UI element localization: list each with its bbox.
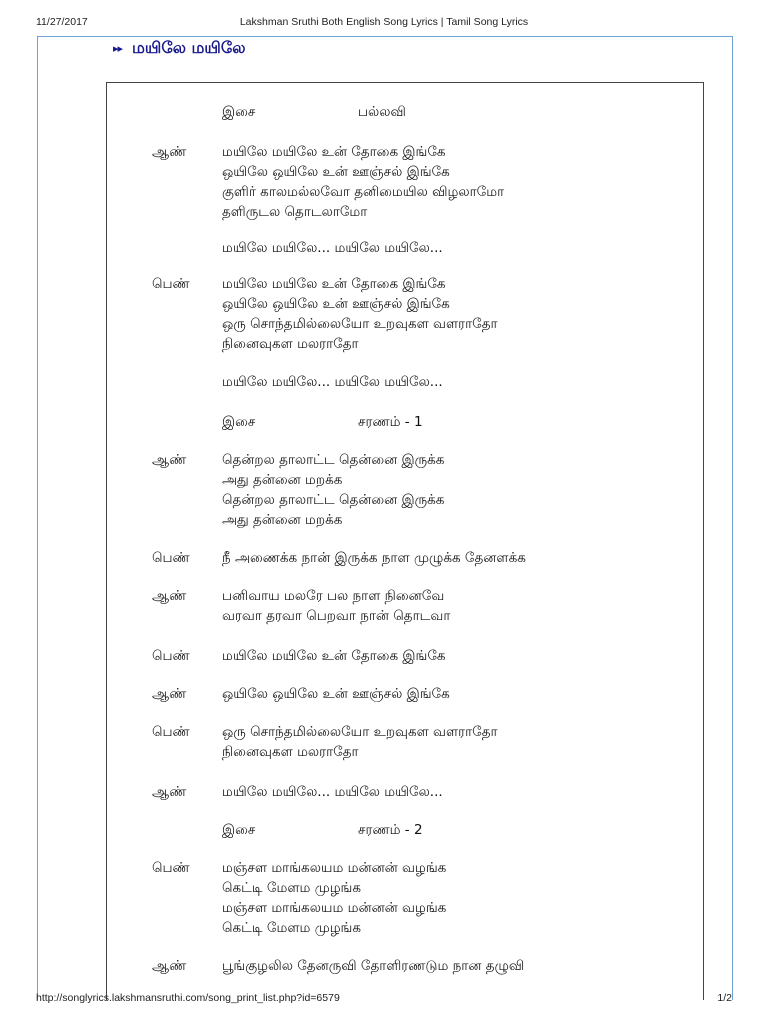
lyric-line: இசை bbox=[222, 414, 256, 430]
singer-label: பெண் bbox=[152, 276, 190, 292]
lyric-line: கெட்டி மேளம முழங்க bbox=[222, 880, 362, 896]
singer-label: பெண் bbox=[152, 860, 190, 876]
lyric-line: மஞ்சள மாங்கலயம மன்னன் வழங்க bbox=[222, 860, 447, 876]
singer-label: பெண் bbox=[152, 648, 190, 664]
singer-label: பெண் bbox=[152, 724, 190, 740]
lyric-line: ஒரு சொந்தமில்லையோ உறவுகள வளராதோ bbox=[222, 724, 498, 740]
singer-label: ஆண் bbox=[152, 452, 187, 468]
print-footer bbox=[0, 992, 768, 1006]
lyric-line: தென்றல தாலாட்ட தென்னை இருக்க bbox=[222, 492, 445, 508]
song-heading bbox=[113, 38, 246, 59]
lyric-line: நினைவுகள மலராதோ bbox=[222, 336, 359, 352]
lyric-line: இசை bbox=[222, 104, 256, 120]
lyric-line: பூங்குழலில தேனருவி தோளிரணடும நான தழுவி bbox=[222, 958, 525, 974]
lyric-line: மயிலே மயிலே உன் தோகை இங்கே bbox=[222, 648, 446, 664]
lyric-line: மயிலே மயிலே... மயிலே மயிலே... bbox=[222, 240, 443, 256]
lyric-line: வரவா தரவா பெறவா நான் தொடவா bbox=[222, 608, 451, 624]
page-title: Lakshman Sruthi Both English Song Lyrics | Tamil Song Lyrics bbox=[239, 16, 529, 28]
lyric-line: கெட்டி மேளம முழங்க bbox=[222, 920, 362, 936]
section-label: பல்லவி bbox=[358, 104, 406, 120]
lyric-line: நினைவுகள மலராதோ bbox=[222, 744, 359, 760]
lyric-line: ஒயிலே ஒயிலே உன் ஊஞ்சல் இங்கே bbox=[222, 686, 450, 702]
lyric-line: ஒயிலே ஒயிலே உன் ஊஞ்சல் இங்கே bbox=[222, 164, 450, 180]
song-title: மயிலே மயிலே bbox=[132, 38, 246, 57]
page-number: 1/2 bbox=[717, 992, 732, 1004]
lyric-line: மயிலே மயிலே உன் தோகை இங்கே bbox=[222, 276, 446, 292]
singer-label: ஆண் bbox=[152, 588, 187, 604]
lyric-line: நீ அணைக்க நான் இருக்க நாள முழுக்க தேனளக்க bbox=[222, 550, 526, 566]
lyric-line: இசை bbox=[222, 822, 256, 838]
lyric-line: பனிவாய மலரே பல நாள நினைவே bbox=[222, 588, 445, 604]
lyric-line: தளிருடல தொடலாமோ bbox=[222, 204, 368, 220]
section-label: சரணம் - 2 bbox=[358, 822, 423, 838]
lyric-line: ஒரு சொந்தமில்லையோ உறவுகள வளராதோ bbox=[222, 316, 498, 332]
lyric-line: மஞ்சள மாங்கலயம மன்னன் வழங்க bbox=[222, 900, 447, 916]
lyric-line: மயிலே மயிலே... மயிலே மயிலே... bbox=[222, 374, 443, 390]
lyric-line: மயிலே மயிலே உன் தோகை இங்கே bbox=[222, 144, 446, 160]
lyric-line: மயிலே மயிலே... மயிலே மயிலே... bbox=[222, 784, 443, 800]
lyric-line: குளிர் காலமல்லவோ தனிமையில விழலாமோ bbox=[222, 184, 505, 200]
lyric-line: தென்றல தாலாட்ட தென்னை இருக்க bbox=[222, 452, 445, 468]
singer-label: ஆண் bbox=[152, 784, 187, 800]
print-header bbox=[0, 16, 768, 30]
singer-label: ஆண் bbox=[152, 686, 187, 702]
section-label: சரணம் - 1 bbox=[358, 414, 423, 430]
singer-label: ஆண் bbox=[152, 144, 187, 160]
lyric-line: அது தன்னை மறக்க bbox=[222, 472, 343, 488]
lyric-line: அது தன்னை மறக்க bbox=[222, 512, 343, 528]
print-date: 11/27/2017 bbox=[36, 16, 88, 28]
double-arrow-icon: ▸▸ bbox=[113, 42, 123, 55]
lyric-line: ஒயிலே ஒயிலே உன் ஊஞ்சல் இங்கே bbox=[222, 296, 450, 312]
singer-label: ஆண் bbox=[152, 958, 187, 974]
page-url: http://songlyrics.lakshmansruthi.com/song_print_list.php?id=6579 bbox=[36, 992, 340, 1004]
singer-label: பெண் bbox=[152, 550, 190, 566]
